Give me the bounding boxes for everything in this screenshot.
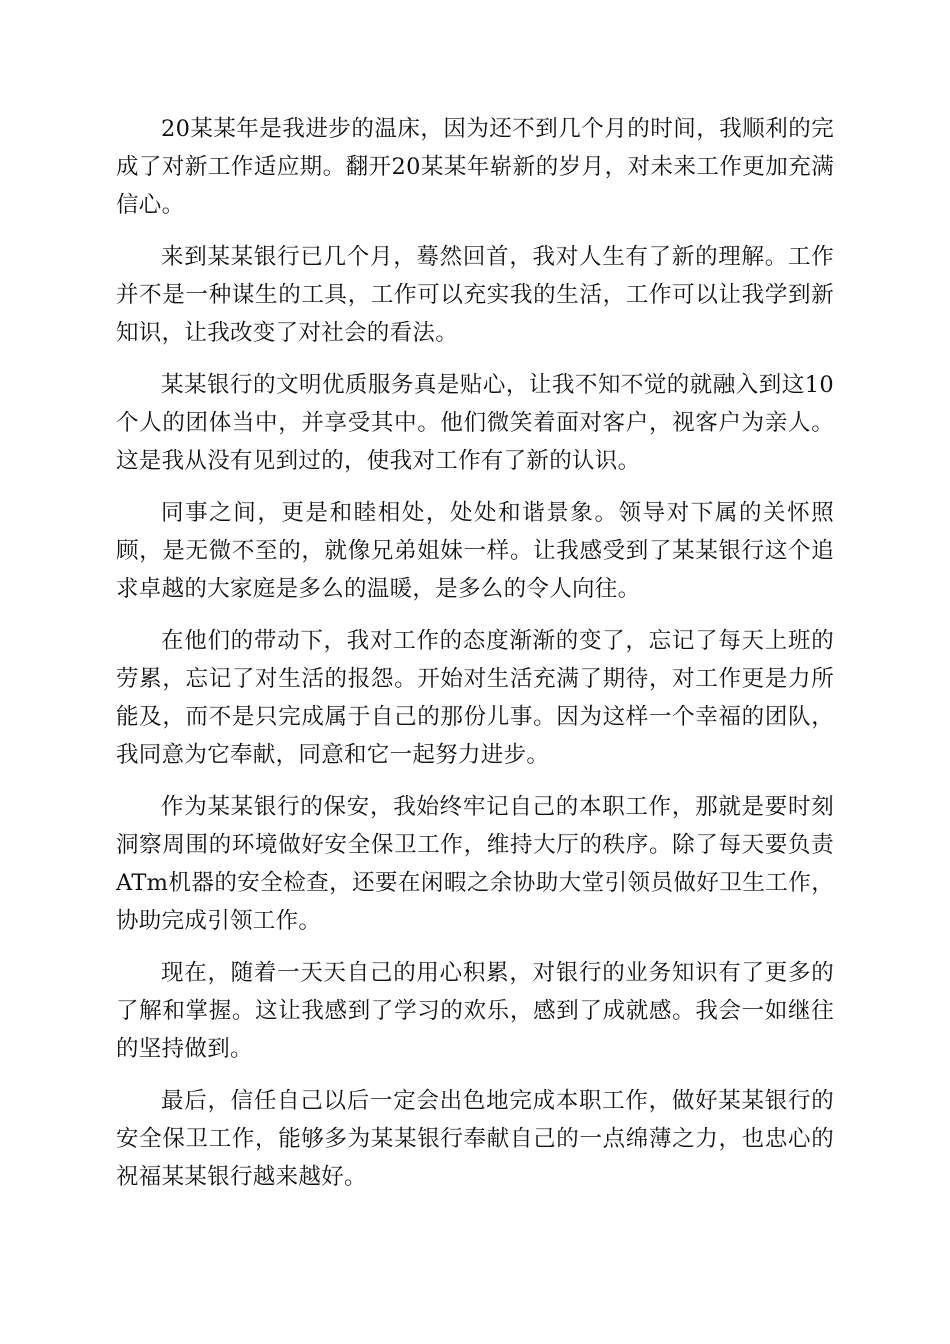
paragraph: 在他们的带动下，我对工作的态度渐渐的变了，忘记了每天上班的劳累，忘记了对生活的报怨。开始对生活充满了期待，对工作更是力所能及，而不是只完成属于自己的那份儿事。因为这样一个幸福的团队，我同意为它奉献，同意和它一起努力进步。 <box>116 628 834 768</box>
paragraph: 来到某某银行已几个月，蓦然回首，我对人生有了新的理解。工作并不是一种谋生的工具，工作可以充实我的生活，工作可以让我学到新知识，让我改变了对社会的看法。 <box>116 244 834 346</box>
paragraph: 作为某某银行的保安，我始终牢记自己的本职工作，那就是要时刻洞察周围的环境做好安全保卫工作，维持大厅的秩序。除了每天要负责ATm机器的安全检查，还要在闲暇之余协助大堂引领员做好卫生工作，协助完成引领工作。 <box>116 794 834 934</box>
paragraph: 20某某年是我进步的温床，因为还不到几个月的时间，我顺利的完成了对新工作适应期。翻开20某某年崭新的岁月，对未来工作更加充满信心。 <box>116 116 834 218</box>
paragraph: 某某银行的文明优质服务真是贴心，让我不知不觉的就融入到这10个人的团体当中，并享受其中。他们微笑着面对客户，视客户为亲人。这是我从没有见到过的，使我对工作有了新的认识。 <box>116 372 834 474</box>
paragraph: 同事之间，更是和睦相处，处处和谐景象。领导对下属的关怀照顾，是无微不至的，就像兄弟姐妹一样。让我感受到了某某银行这个追求卓越的大家庭是多么的温暖，是多么的令人向往。 <box>116 500 834 602</box>
paragraph: 最后，信任自己以后一定会出色地完成本职工作，做好某某银行的安全保卫工作，能够多为某某银行奉献自己的一点绵薄之力，也忠心的祝福某某银行越来越好。 <box>116 1088 834 1190</box>
document-body <box>116 110 834 1210</box>
paragraph: 现在，随着一天天自己的用心积累，对银行的业务知识有了更多的了解和掌握。这让我感到了学习的欢乐，感到了成就感。我会一如继往的坚持做到。 <box>116 960 834 1062</box>
